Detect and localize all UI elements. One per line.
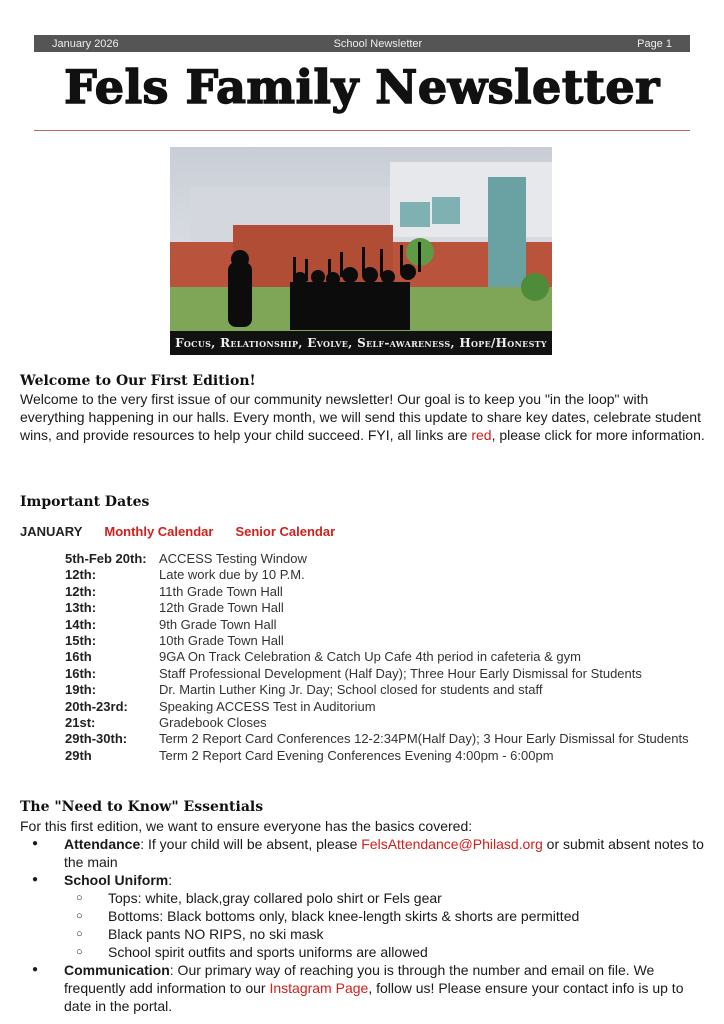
attendance-item — [20, 835, 710, 871]
page-header — [34, 35, 690, 52]
essentials-intro: For this first edition, we want to ensure everyone has the basics covered: — [20, 818, 473, 834]
date-event: 9GA On Track Celebration & Catch Up Cafe 4th period in cafeteria & gym — [159, 649, 581, 665]
uniform-subitem: ○ Black pants NO RIPS, no ski mask — [20, 925, 710, 943]
communication-text: : Our primary way of reaching you is through the number and email on file. We frequently add information to our — [64, 962, 655, 996]
date-label: 12th: — [65, 583, 97, 599]
welcome-text-part: , please click for more information. — [491, 427, 705, 443]
uniform-subitem: ○ Bottoms: Black bottoms only, black knee-length skirts & shorts are permitted — [20, 907, 710, 925]
communication-text: , follow us! Please ensure your contact info is up to date in the portal. — [64, 980, 684, 1014]
date-event: Gradebook Closes — [159, 714, 267, 730]
welcome-heading: Welcome to Our First Edition! — [20, 373, 256, 389]
date-label: 29th — [65, 747, 92, 763]
date-row — [65, 617, 689, 633]
date-label: 13th: — [65, 600, 97, 616]
essentials-heading: The "Need to Know" Essentials — [20, 799, 264, 815]
school-building-illustration — [170, 147, 552, 355]
attendance-text: or submit absent notes to the main — [64, 836, 704, 870]
date-event: 9th Grade Town Hall — [159, 616, 277, 632]
date-label: 16th — [65, 649, 92, 665]
instagram-link[interactable]: Instagram Page — [269, 980, 369, 996]
communication-label: Communication — [64, 962, 170, 978]
divider — [34, 130, 690, 131]
date-row — [65, 649, 689, 665]
date-event: 10th Grade Town Hall — [159, 632, 284, 648]
date-row — [65, 584, 689, 600]
monthly-calendar-link[interactable]: Monthly Calendar — [104, 524, 214, 539]
date-row — [65, 600, 689, 616]
attendance-email-link[interactable]: FelsAttendance@Philasd.org — [361, 836, 543, 852]
date-label: 29th-30th: — [65, 731, 128, 747]
uniform-subitem: ○ Tops: white, black,gray collared polo shirt or Fels gear — [20, 889, 710, 907]
header-page: Page 1 — [637, 37, 672, 50]
date-row — [65, 731, 689, 747]
welcome-text-part: Welcome to the very first issue of our community newsletter! Our goal is to keep you "in the loop" with everything happening in our halls. Every month, we will send this update to share key dates, celebrate student wins, and provide resources to help your child succeed. FYI, all links are — [20, 391, 701, 443]
date-label: 14th: — [65, 616, 97, 632]
date-event: Term 2 Report Card Evening Conferences Evening 4:00pm - 6:00pm — [159, 747, 554, 763]
important-dates-heading: Important Dates — [20, 494, 150, 510]
date-row — [65, 748, 689, 764]
date-row — [65, 551, 689, 567]
date-row — [65, 666, 689, 682]
uniform-item — [20, 871, 710, 889]
header-date: January 2026 — [52, 37, 119, 50]
date-row — [65, 567, 689, 583]
red-link-example: red — [471, 427, 492, 443]
date-label: 5th-Feb 20th: — [65, 551, 147, 566]
attendance-text: : If your child will be absent, please — [140, 836, 362, 852]
date-label: 16th: — [65, 665, 97, 681]
date-row — [65, 682, 689, 698]
date-event: Dr. Martin Luther King Jr. Day; School closed for students and staff — [159, 682, 543, 698]
date-label: 12th: — [65, 567, 97, 583]
date-event: Term 2 Report Card Conferences 12-2:34PM(Half Day); 3 Hour Early Dismissal for Students — [159, 731, 689, 747]
date-label: 15th: — [65, 632, 97, 648]
welcome-text — [20, 390, 710, 444]
date-event: Late work due by 10 P.M. — [159, 567, 305, 583]
date-event: 12th Grade Town Hall — [159, 600, 284, 616]
date-event: ACCESS Testing Window — [159, 551, 307, 566]
month-label: JANUARY — [20, 524, 83, 539]
dates-list — [65, 551, 689, 764]
date-event: Staff Professional Development (Half Day); Three Hour Early Dismissal for Students — [159, 665, 642, 681]
essentials-section — [20, 817, 710, 1015]
uniform-label: School Uniform — [64, 872, 169, 888]
values-banner: Focus, Relationship, Evolve, Self-awareness, Hope/Honesty — [170, 331, 552, 355]
attendance-label: Attendance — [64, 836, 141, 852]
date-label: 20th-23rd: — [65, 698, 128, 714]
communication-item — [20, 961, 710, 1015]
date-label: 21st: — [65, 714, 96, 730]
uniform-colon: : — [168, 872, 173, 888]
date-label: 19th: — [65, 682, 97, 698]
calendar-links-row — [20, 524, 335, 539]
newsletter-title: Fels Family Newsletter — [64, 60, 660, 114]
date-event: 11th Grade Town Hall — [159, 583, 283, 599]
school-photo — [170, 147, 552, 355]
date-row — [65, 699, 689, 715]
date-event: Speaking ACCESS Test in Auditorium — [159, 698, 376, 714]
header-name: School Newsletter — [333, 37, 423, 50]
date-row — [65, 633, 689, 649]
senior-calendar-link[interactable]: Senior Calendar — [235, 524, 336, 539]
date-row — [65, 715, 689, 731]
uniform-subitem: ○ School spirit outfits and sports uniforms are allowed — [20, 943, 710, 961]
